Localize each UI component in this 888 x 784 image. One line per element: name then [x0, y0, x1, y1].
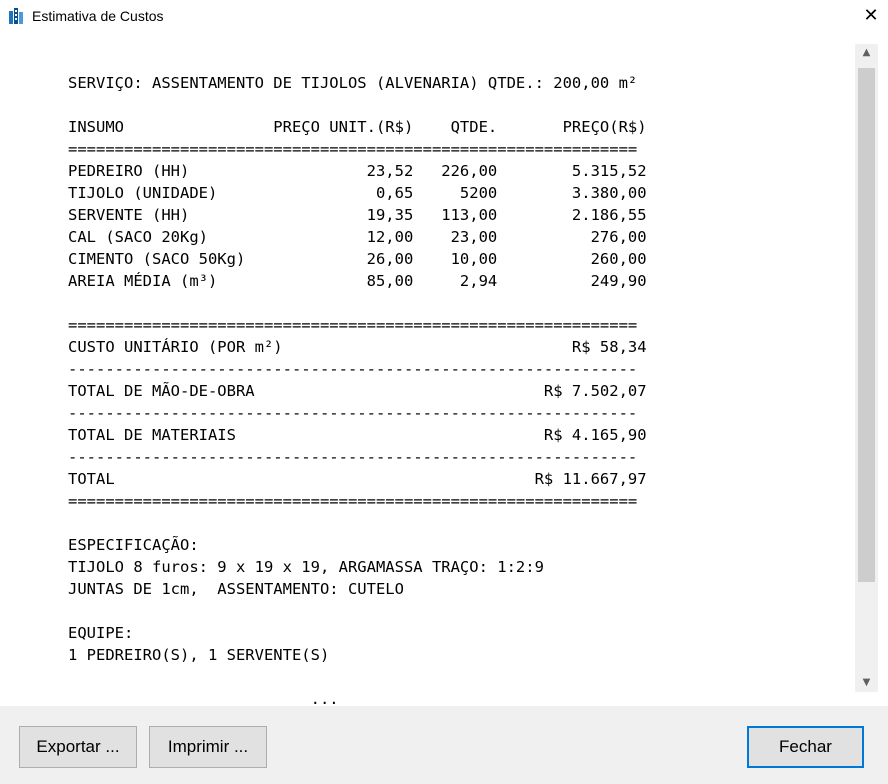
report-line: =============================================================: [68, 492, 638, 510]
report-line: CAL (SACO 20Kg) 12,00 23,00 276,00: [68, 228, 647, 246]
scrollbar-thumb[interactable]: [858, 68, 875, 582]
report-line: =============================================================: [68, 316, 638, 334]
report-line: -------------------------------------------------------------: [68, 360, 638, 378]
vertical-scrollbar[interactable]: [855, 44, 878, 692]
report-viewport: [0, 32, 855, 706]
title-bar: [0, 0, 888, 32]
report-line: TOTAL R$ 11.667,97: [68, 470, 647, 488]
report-line: EQUIPE:: [68, 624, 134, 642]
button-bar: [0, 706, 888, 784]
report-line: TIJOLO (UNIDADE) 0,65 5200 3.380,00: [68, 184, 647, 202]
report-line: CIMENTO (SACO 50Kg) 26,00 10,00 260,00: [68, 250, 647, 268]
export-button[interactable]: Exportar ...: [19, 726, 137, 768]
report-line: AREIA MÉDIA (m³) 85,00 2,94 249,90: [68, 272, 647, 290]
report-line: -------------------------------------------------------------: [68, 404, 638, 422]
report-line: 1 PEDREIRO(S), 1 SERVENTE(S): [68, 646, 330, 664]
report-line: ...: [68, 690, 339, 706]
report-line: INSUMO PREÇO UNIT.(R$) QTDE. PREÇO(R$): [68, 118, 647, 136]
scroll-down-arrow-icon[interactable]: ▼: [862, 677, 871, 688]
report-line: SERVIÇO: ASSENTAMENTO DE TIJOLOS (ALVENARIA) QTDE.: 200,00 m²: [68, 74, 638, 92]
report-line: CUSTO UNITÁRIO (POR m²) R$ 58,34: [68, 338, 647, 356]
print-button[interactable]: Imprimir ...: [149, 726, 267, 768]
report-line: PEDREIRO (HH) 23,52 226,00 5.315,52: [68, 162, 647, 180]
scroll-up-arrow-icon[interactable]: ▲: [862, 47, 871, 58]
report-line: ESPECIFICAÇÃO:: [68, 536, 199, 554]
close-button[interactable]: Fechar: [747, 726, 864, 768]
app-building-icon: [8, 8, 24, 24]
close-icon[interactable]: ✕: [863, 5, 879, 26]
window-title: Estimativa de Custos: [32, 8, 164, 24]
cost-estimate-report: [68, 72, 647, 706]
report-line: TOTAL DE MÃO-DE-OBRA R$ 7.502,07: [68, 382, 647, 400]
report-line: TIJOLO 8 furos: 9 x 19 x 19, ARGAMASSA TRAÇO: 1:2:9: [68, 558, 544, 576]
report-line: =============================================================: [68, 140, 638, 158]
report-line: -------------------------------------------------------------: [68, 448, 638, 466]
report-line: TOTAL DE MATERIAIS R$ 4.165,90: [68, 426, 647, 444]
report-line: SERVENTE (HH) 19,35 113,00 2.186,55: [68, 206, 647, 224]
report-line: JUNTAS DE 1cm, ASSENTAMENTO: CUTELO: [68, 580, 404, 598]
